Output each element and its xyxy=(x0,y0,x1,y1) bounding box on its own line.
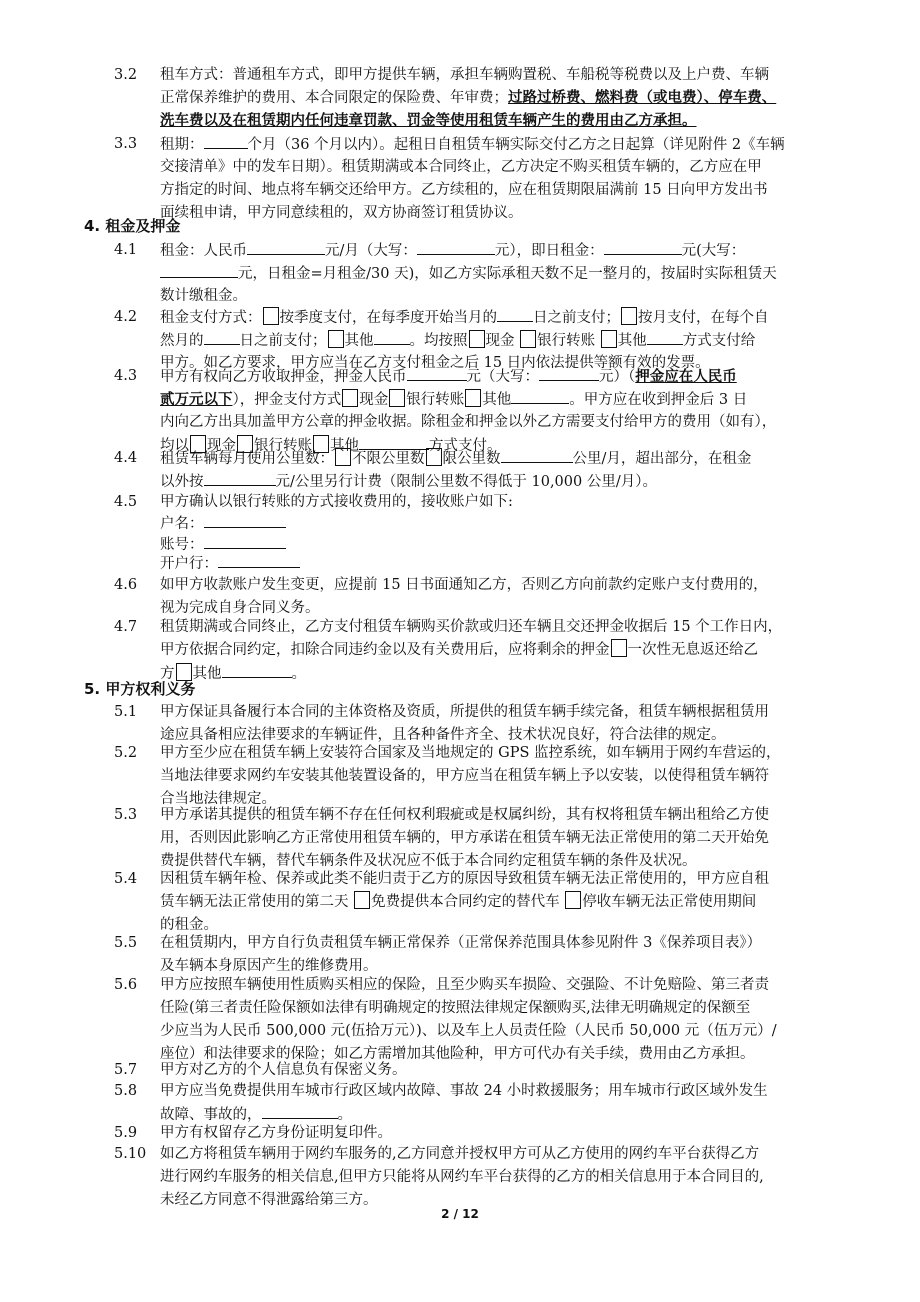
clause-text: 因租赁车辆年检、保养或此类不能归责于乙方的原因导致租赁车辆无法正常使用的，甲方应自租 xyxy=(160,871,769,887)
blank-field[interactable] xyxy=(407,365,467,381)
clause-text: 故障、事故的， 。 xyxy=(160,1103,352,1126)
clause-number: 5.2 xyxy=(114,745,138,761)
blank-field[interactable] xyxy=(204,470,276,486)
clause-text: 贰万元以下），押金支付方式 现金 银行转账 其他 。甲方应在收到押金后 3 日 xyxy=(160,388,747,411)
clause-text: 甲方有权向乙方收取押金，押金人民币 元（大写： 元）（押金应在人民币 xyxy=(160,365,737,388)
checkbox[interactable] xyxy=(335,448,351,466)
clause-text: 在租赁期内，甲方自行负责租赁车辆正常保养（正常保养范围具体参见附件 3《保养项目表》） xyxy=(160,935,762,951)
clause-text: 方指定的时间、地点将车辆交还给甲方。乙方续租的，应在租赁期限届满前 15 日向甲方发出书 xyxy=(160,182,768,198)
clause-text: 及车辆本身原因产生的维修费用。 xyxy=(160,958,378,974)
blank-field[interactable] xyxy=(204,512,286,528)
blank-field[interactable] xyxy=(204,533,286,549)
clause-text: 以外按 元/公里另行计费（限制公里数不得低于 10,000 公里/月）。 xyxy=(160,470,657,493)
clause-text: 视为完成自身合同义务。 xyxy=(160,600,320,616)
clause-number: 5.9 xyxy=(114,1125,138,1141)
section-heading: 5. 甲方权利义务 xyxy=(84,680,196,698)
clause-text: 甲方依据合同约定，扣除合同违约金以及有关费用后，应将剩余的押金 一次性无息返还给乙 xyxy=(160,639,758,661)
clause-text: 内向乙方出具加盖甲方公章的押金收据。除租金和押金以外乙方需要支付给甲方的费用（如有）， xyxy=(160,414,777,430)
clause-number: 3.3 xyxy=(114,136,138,152)
clause-text: 用，否则因此影响乙方正常使用租赁车辆的，甲方承诺在租赁车辆无法正常使用的第二天开始免 xyxy=(160,830,769,846)
clause-text: 交接清单》中的发车日期）。租赁期满或本合同终止，乙方决定不购买租赁车辆的，乙方应在甲 xyxy=(160,159,762,175)
clause-text: 甲方确认以银行转账的方式接收费用的，接收账户如下: xyxy=(160,494,513,510)
clause-text: 未经乙方同意不得泄露给第三方。 xyxy=(160,1192,378,1208)
clause-text: 费提供替代车辆，替代车辆条件及状况应不低于本合同约定租赁车辆的条件及状况。 xyxy=(160,853,697,869)
clause-text: 甲方承诺其提供的租赁车辆不存在任何权利瑕疵或是权属纠纷，其有权将租赁车辆出租给乙方使 xyxy=(160,807,769,823)
clause-text: 少应当为人民币 500,000 元(伍拾万元）)、以及车上人员责任险（人民币 50,000 元（伍万元）/ xyxy=(160,1023,777,1039)
clause-text: 户名： xyxy=(160,512,286,535)
blank-field[interactable] xyxy=(204,329,240,345)
clause-text: 甲方有权留存乙方身份证明复印件。 xyxy=(160,1125,392,1141)
checkbox[interactable] xyxy=(389,389,405,407)
clause-text: 如甲方收款账户发生变更，应提前 15 日书面通知乙方，否则乙方向前款约定账户支付费用的， xyxy=(160,577,768,593)
checkbox[interactable] xyxy=(621,307,637,325)
clause-text: 均以 现金 银行转账 其他 方式支付。 xyxy=(160,434,502,457)
clause-text: 甲方保证具备履行本合同的主体资格及资质，所提供的租赁车辆手续完备，租赁车辆根据租赁用 xyxy=(160,704,769,720)
clause-text: 合当地法律规定。 xyxy=(160,791,276,807)
clause-number: 4.6 xyxy=(114,577,138,593)
checkbox[interactable] xyxy=(611,639,627,657)
clause-text: 账号： xyxy=(160,533,286,556)
page-number: 2 / 12 xyxy=(441,1207,479,1221)
blank-field[interactable] xyxy=(539,365,599,381)
clause-text: 洗车费以及在租赁期内任何违章罚款、罚金等使用租赁车辆产生的费用由乙方承担。 xyxy=(160,113,697,129)
clause-text: 赁车辆无法正常使用的第二天 免费提供本合同约定的替代车 停收车辆无法正常使用期间 xyxy=(160,891,756,913)
clause-number: 5.7 xyxy=(114,1062,138,1078)
blank-field[interactable] xyxy=(160,262,238,278)
clause-number: 5.4 xyxy=(114,871,138,887)
blank-field[interactable] xyxy=(497,306,533,322)
clause-text: 租赁车辆每月使用公里数： 不限公里数 限公里数 公里/月，超出部分，在租金 xyxy=(160,447,751,470)
blank-field[interactable] xyxy=(604,239,682,255)
checkbox[interactable] xyxy=(263,307,279,325)
checkbox[interactable] xyxy=(328,330,344,348)
clause-number: 3.2 xyxy=(114,67,138,83)
clause-text: 任险(第三者责任险保额如法律有明确规定的按照法律规定保额购买,法律无明确规定的保额至 xyxy=(160,1000,751,1016)
checkbox[interactable] xyxy=(469,330,485,348)
clause-number: 4.1 xyxy=(114,242,138,258)
clause-text: 数计缴租金。 xyxy=(160,288,247,304)
clause-text: 租赁期满或合同终止，乙方支付租赁车辆购买价款或归还车辆且交还押金收据后 15 个工作日内， xyxy=(160,619,783,635)
clause-text: 面续租申请，甲方同意续租的，双方协商签订租赁协议。 xyxy=(160,205,523,221)
clause-text: 途应具备相应法律要求的车辆证件，且各种备件齐全、技术状况良好，符合法律的规定。 xyxy=(160,727,726,743)
clause-text: 开户行： xyxy=(160,552,300,575)
blank-field[interactable] xyxy=(204,133,248,149)
blank-field[interactable] xyxy=(222,662,292,678)
checkbox[interactable] xyxy=(520,330,536,348)
checkbox[interactable] xyxy=(465,389,481,407)
clause-text: 元，日租金=月租金/30 天)，如乙方实际承租天数不足一整月的，按届时实际租赁天 xyxy=(160,262,777,285)
blank-field[interactable] xyxy=(417,239,495,255)
clause-text: 租金：人民币 元/月（大写： 元），即日租金： 元(大写： xyxy=(160,239,745,262)
clause-text: 甲方应当免费提供用车城市行政区域内故障、事故 24 小时救援服务；用车城市行政区域外发生 xyxy=(160,1083,768,1099)
blank-field[interactable] xyxy=(262,1103,338,1119)
blank-field[interactable] xyxy=(647,329,683,345)
checkbox[interactable] xyxy=(601,330,617,348)
blank-field[interactable] xyxy=(511,388,569,404)
clause-text: 甲方至少应在租赁车辆上安装符合国家及当地规定的 GPS 监控系统，如车辆用于网约车营运的， xyxy=(160,745,781,761)
blank-field[interactable] xyxy=(247,239,325,255)
clause-text: 方 其他 。 xyxy=(160,662,306,685)
checkbox[interactable] xyxy=(342,389,358,407)
clause-text: 座位）和法律要求的保险；如乙方需增加其他险种，甲方可代办有关手续，费用由乙方承担。 xyxy=(160,1046,755,1062)
clause-number: 5.5 xyxy=(114,935,138,951)
section-heading: 4. 租金及押金 xyxy=(84,217,181,235)
clause-number: 5.1 xyxy=(114,704,138,720)
blank-field[interactable] xyxy=(218,552,300,568)
blank-field[interactable] xyxy=(374,329,410,345)
checkbox[interactable] xyxy=(426,448,442,466)
clause-number: 4.2 xyxy=(114,309,138,325)
clause-number: 4.7 xyxy=(114,619,138,635)
clause-text: 然月的 日之前支付； 其他 。均按照 现金 银行转账 其他 方式支付给 xyxy=(160,329,755,352)
clause-text: 的租金。 xyxy=(160,917,218,933)
clause-number: 4.3 xyxy=(114,368,138,384)
clause-text: 如乙方将租赁车辆用于网约车服务的,乙方同意并授权甲方可从乙方使用的网约车平台获得乙方 xyxy=(160,1146,760,1162)
clause-text: 甲方应按照车辆使用性质购买相应的保险，且至少购买车损险、交强险、不计免赔险、第三者责 xyxy=(160,977,769,993)
blank-field[interactable] xyxy=(501,447,573,463)
clause-number: 5.10 xyxy=(114,1146,147,1162)
clause-text: 甲方。如乙方要求，甲方应当在乙方支付租金之后 15 日内依法提供等额有效的发票。 xyxy=(160,355,710,371)
checkbox[interactable] xyxy=(565,891,581,909)
clause-number: 4.5 xyxy=(114,494,138,510)
clause-text: 正常保养维护的费用、本合同限定的保险费、年审费；过路过桥费、燃料费（或电费）、停车费、 xyxy=(160,90,777,106)
clause-text: 当地法律要求网约车安装其他装置设备的，甲方应当在租赁车辆上予以安装，以使得租赁车辆符 xyxy=(160,768,769,784)
clause-text: 租车方式：普通租车方式，即甲方提供车辆，承担车辆购置税、车船税等税费以及上户费、车辆 xyxy=(160,67,769,83)
clause-number: 5.8 xyxy=(114,1083,138,1099)
clause-number: 4.4 xyxy=(114,450,138,466)
checkbox[interactable] xyxy=(354,891,370,909)
clause-text: 甲方对乙方的个人信息负有保密义务。 xyxy=(160,1062,407,1078)
clause-text: 租期： 个月（36 个月以内）。起租日自租赁车辆实际交付乙方之日起算（详见附件 2《车辆 xyxy=(160,133,785,156)
clause-number: 5.6 xyxy=(114,977,138,993)
clause-text: 租金支付方式： 按季度支付，在每季度开始当月的 日之前支付； 按月支付，在每个自 xyxy=(160,306,769,329)
clause-number: 5.3 xyxy=(114,807,138,823)
clause-text: 进行网约车服务的相关信息,但甲方只能将从网约车平台获得的乙方的相关信息用于本合同目的, xyxy=(160,1169,764,1185)
